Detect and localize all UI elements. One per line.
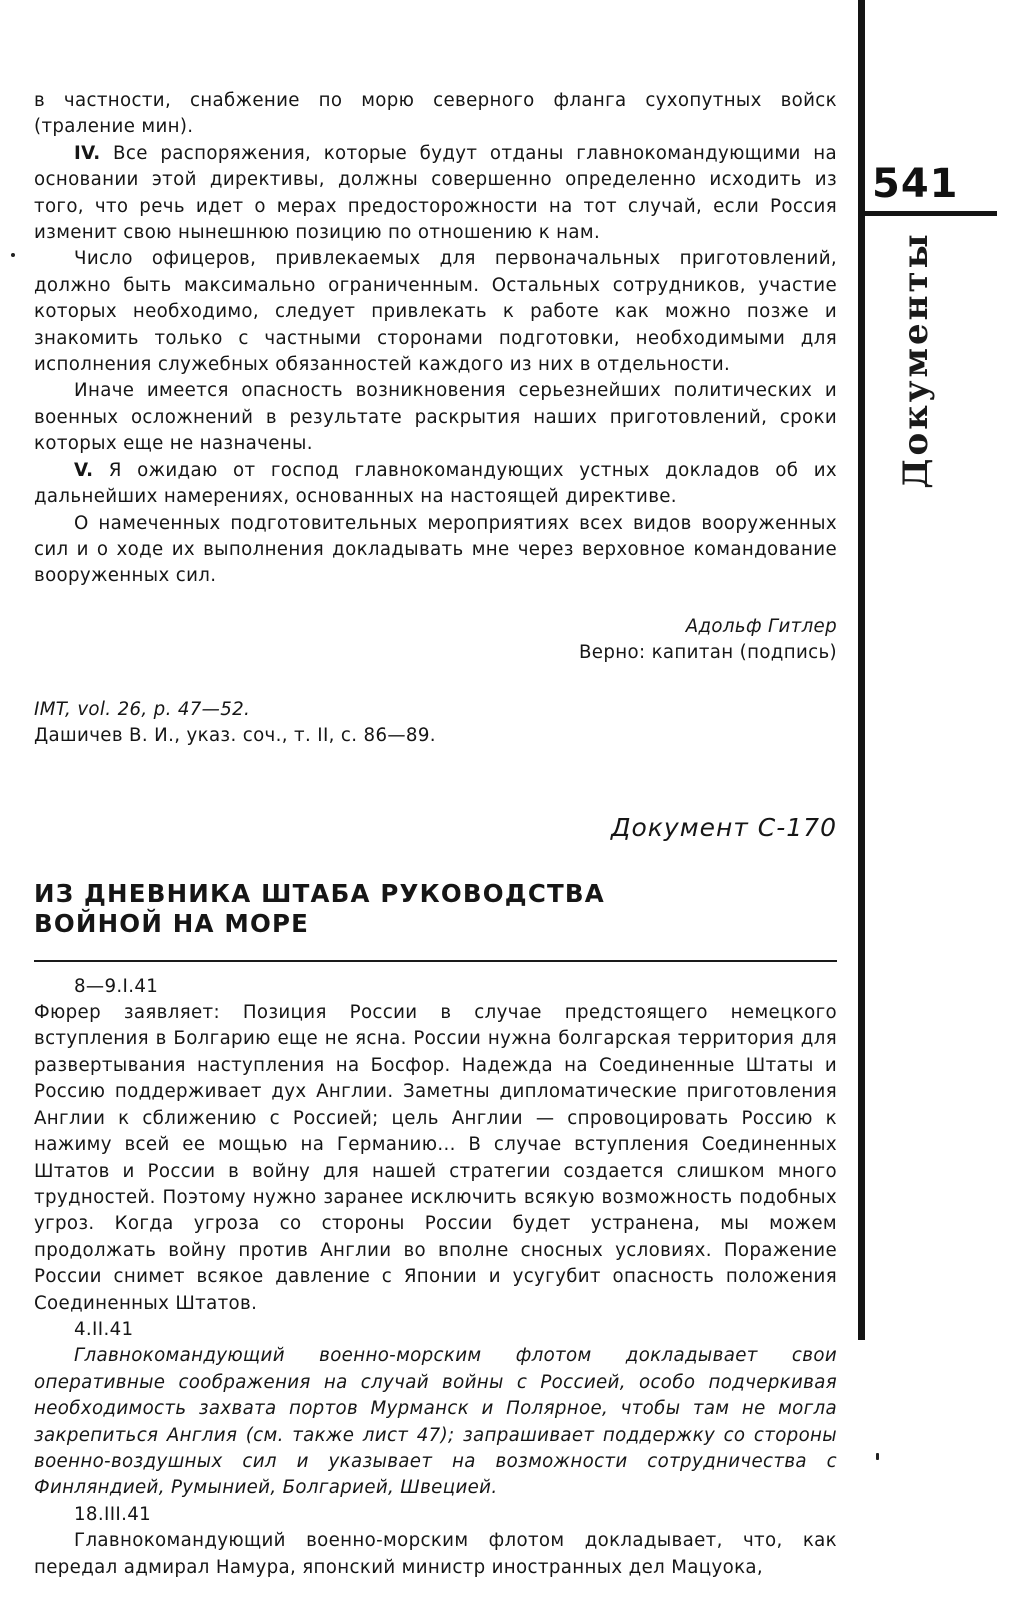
paragraph-v: V. Я ожидаю от господ главнокомандующих устных докладов об их дальнейших намерениях, основанных на настоящей директиве. (34, 459, 837, 508)
entry-date: 18.III.41 (74, 1503, 152, 1525)
paragraph-reports: О намеченных подготовительных мероприятиях всех видов вооруженных сил и о ходе их выполнения докладывать мне через верховное командование вооруженных сил. (34, 512, 837, 587)
section-mark: IV. (74, 142, 101, 164)
running-head: Документы (896, 231, 936, 489)
margin-vertical-rule (858, 0, 865, 1340)
paragraph-danger: Иначе имеется опасность возникновения серьезнейших политических и военных осложнений в результате раскрытия наших приготовлений, сроки которых еще не назначены. (34, 380, 837, 455)
paragraph-officers: Число офицеров, привлекаемых для первоначальных приготовлений, должно быть максимально ограниченным. Остальных сотрудников, участие которых необходимо, следует привлекать к работе как можно позже и знакомить только с частными сторонами подготовки, необходимыми для исполнения служебных обязанностей каждого из них в отдельности. (34, 248, 837, 376)
entry-date: 4.II.41 (74, 1318, 134, 1340)
section-mark: V. (74, 459, 94, 481)
paragraph-iv: IV. Все распоряжения, которые будут отданы главнокомандующими на основании этой директивы, должны совершенно определенно исходить из того, что речь идет о мерах предосторожности на тот случай, если Россия изменит свою нынешнюю позицию по отношению к нам. (34, 142, 837, 244)
source-dashichev: Дашичев В. И., указ. соч., т. II, с. 86—89. (34, 724, 436, 746)
signature-certified: Верно: капитан (подпись) (578, 642, 837, 664)
continuation-paragraph: в частности, снабжение по морю северного фланга сухопутных войск (траление мин). (34, 90, 837, 138)
page-text (34, 88, 837, 1581)
document-number: Документ С-170 (610, 813, 837, 843)
margin-tick (876, 1453, 879, 1460)
margin-dot (11, 253, 15, 257)
signature-name: Адольф Гитлер (685, 615, 837, 637)
source-imt: IMT, vol. 26, p. 47—52. (34, 698, 251, 720)
entry-date: 8—9.I.41 (74, 975, 159, 997)
page-number: 541 (872, 161, 959, 207)
entry-text: Фюрер заявляет: Позиция России в случае предстоящего немецкого вступления в Болгарию еще не ясна. России нужна болгарская территория для развертывания наступления на Босфор. Надежда на Соединенные Штаты и Россию поддерживает дух Англии. Заметны дипломатические приготовления Англии к сближению с Россией; цель Англии — спровоцировать Россию к нажиму всей ее мощью на Германию... В случае вступления Соединенных Штатов и России в войну для нашей стратегии создается слишком много трудностей. Поэтому нужно заранее исключить всякую возможность подобных угроз. Когда угроза со стороны России будет устранена, мы можем продолжать войну против Англии во вполне сносных условиях. Поражение России снимет всякое давление с Японии и усугубит опасность положения Соединенных Штатов. (34, 1002, 837, 1314)
page-number-rule (860, 211, 997, 216)
section-title: ИЗ ДНЕВНИКА ШТАБА РУКОВОДСТВА ВОЙНОЙ НА МОРЕ (34, 879, 605, 939)
entry-text: Главнокомандующий военно-морским флотом докладывает, что, как передал адмирал Намура, японский министр иностранных дел Мацуока, (34, 1530, 837, 1578)
entry-text: Главнокомандующий военно-морским флотом докладывает свои оперативные соображения на случай войны с Россией, особо подчеркивая необходимость захвата портов Мурманск и Полярное, чтобы там не могла закрепиться Англия (см. также лист 47); запрашивает поддержку со стороны военно-воздушных сил и указывает на возможности сотрудничества с Финляндией, Румынией, Болгарией, Швецией. (34, 1345, 837, 1499)
title-rule (34, 960, 837, 962)
